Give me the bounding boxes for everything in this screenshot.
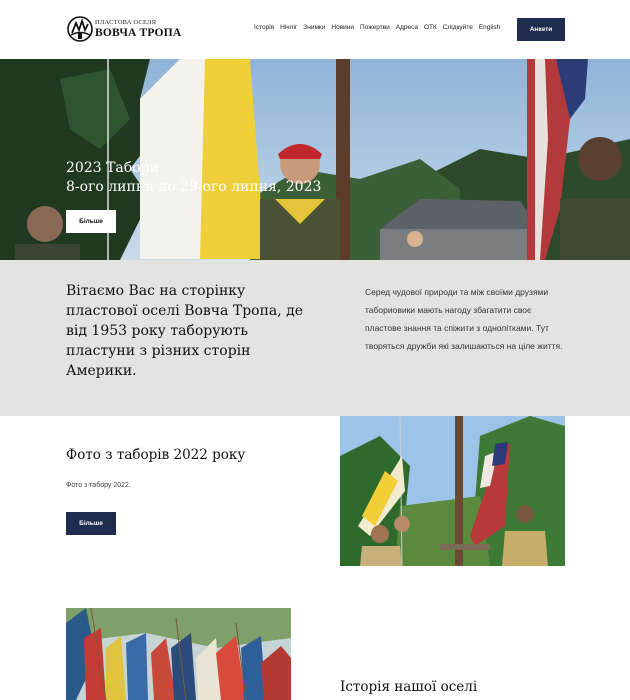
photos-section-subtitle: Фото з табору 2022. xyxy=(66,482,131,489)
nav-item-otk[interactable]: ОТК xyxy=(423,24,437,31)
main-nav xyxy=(254,24,506,31)
welcome-text: Серед чудової природи та між своїми друзями табориовики мають нагоду збагатити своє пластове знання та спіжити з однолітками. Тут творяться дружби які залишаються на ціле життя. xyxy=(365,287,563,351)
nav-item-history[interactable]: Історія xyxy=(254,24,275,31)
hero-more-button[interactable]: Більше xyxy=(66,210,116,233)
site-logo[interactable] xyxy=(66,15,182,43)
flag-raising-image xyxy=(340,416,565,566)
logo-tagline: ПЛАСТОВА ОСЕЛЯ xyxy=(95,19,157,26)
camp-photo-flags[interactable] xyxy=(340,416,565,566)
nav-item-follow[interactable]: Слідкуйте xyxy=(442,24,473,31)
welcome-heading: Вітаємо Вас на сторінку пластової оселі Вовча Тропа, де від 1953 року таборують пластуни з різних сторін Америки. xyxy=(66,283,304,379)
nav-item-donations[interactable]: Пожертви xyxy=(360,24,390,31)
nav-item-photos[interactable]: Знимки xyxy=(303,24,326,31)
site-header xyxy=(0,0,630,59)
nav-item-news[interactable]: Новини xyxy=(331,24,355,31)
history-section-title: Історія нашої оселі xyxy=(340,679,478,695)
logo-name: ВОВЧА ТРОПА xyxy=(95,27,182,39)
nav-item-lodging[interactable]: Нічліг xyxy=(280,24,298,31)
photos-more-button[interactable]: Більше xyxy=(66,512,116,535)
nav-item-address[interactable]: Адреса xyxy=(395,24,418,31)
applications-button[interactable]: Анкети xyxy=(517,18,565,41)
nav-item-english[interactable]: English xyxy=(478,24,501,31)
photos-section-title: Фото з таборів 2022 року xyxy=(66,447,246,463)
hero-title: 2023 Табори xyxy=(66,160,159,176)
hero-dates: 8-ого липня до 29-ого липня, 2023 xyxy=(66,179,322,195)
camp-photo-parade[interactable] xyxy=(66,608,291,700)
emblem-icon xyxy=(66,15,94,43)
hero-banner xyxy=(0,59,630,260)
flags-parade-image xyxy=(66,608,291,700)
welcome-section xyxy=(0,260,630,416)
